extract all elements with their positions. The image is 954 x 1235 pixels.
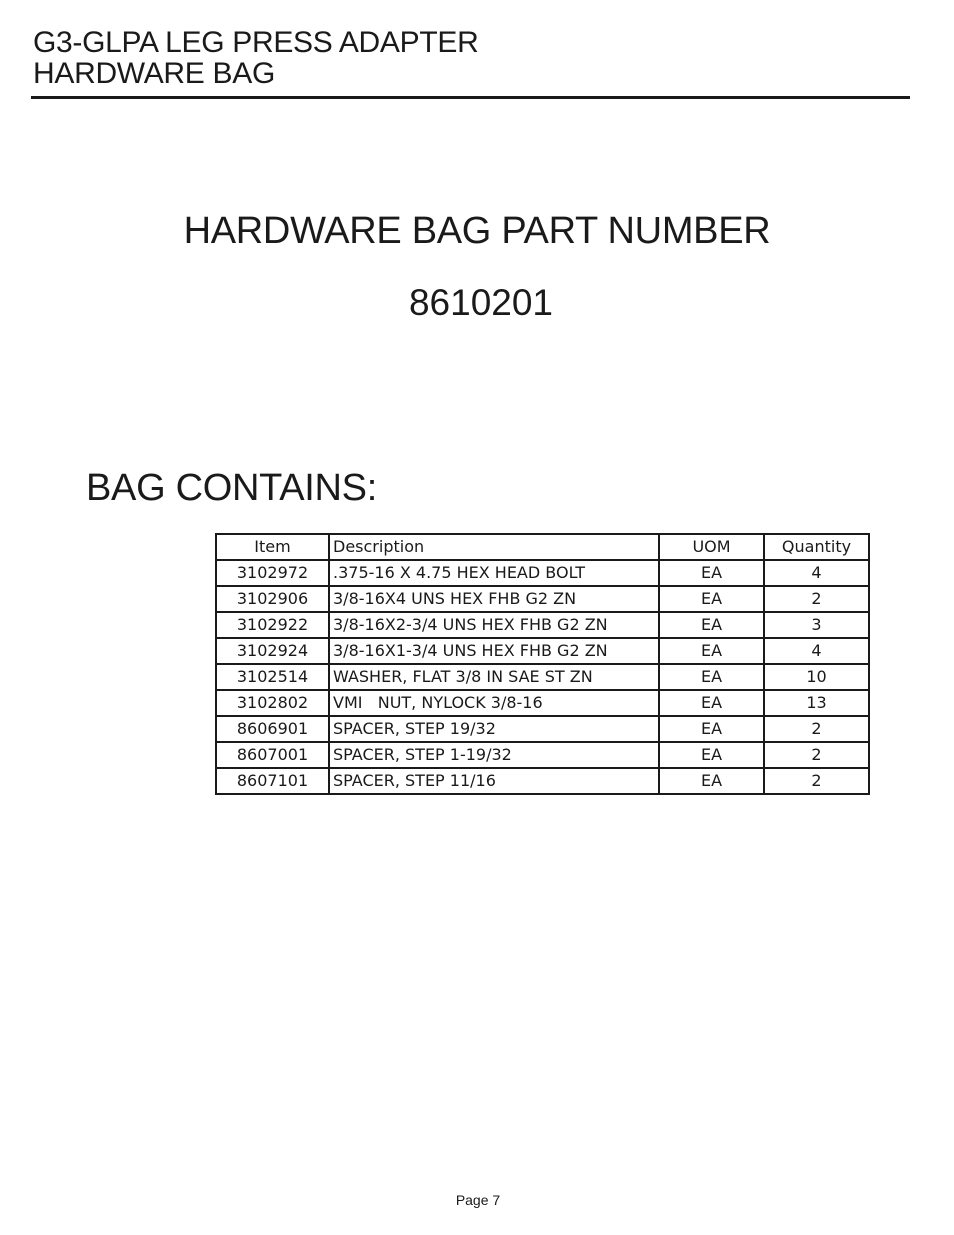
- cell-uom: EA: [659, 638, 764, 664]
- header-divider: [31, 96, 910, 99]
- cell-quantity: 2: [764, 586, 869, 612]
- cell-uom: EA: [659, 768, 764, 794]
- cell-uom: EA: [659, 742, 764, 768]
- cell-uom: EA: [659, 560, 764, 586]
- table-header-row: [216, 534, 869, 560]
- cell-description: 3/8-16X4 UNS HEX FHB G2 ZN: [329, 586, 659, 612]
- parts-table: [215, 533, 870, 795]
- table-row: [216, 664, 869, 690]
- table-row: [216, 560, 869, 586]
- document-title: [33, 27, 478, 89]
- cell-quantity: 2: [764, 768, 869, 794]
- cell-quantity: 2: [764, 742, 869, 768]
- cell-quantity: 10: [764, 664, 869, 690]
- cell-item: 8607001: [216, 742, 329, 768]
- cell-uom: EA: [659, 586, 764, 612]
- cell-description: 3/8-16X1-3/4 UNS HEX FHB G2 ZN: [329, 638, 659, 664]
- cell-item: 3102802: [216, 690, 329, 716]
- cell-uom: EA: [659, 690, 764, 716]
- cell-description: VMI NUT, NYLOCK 3/8-16: [329, 690, 659, 716]
- bag-part-number-heading: HARDWARE BAG PART NUMBER: [183, 210, 771, 252]
- cell-description: 3/8-16X2-3/4 UNS HEX FHB G2 ZN: [329, 612, 659, 638]
- cell-description: SPACER, STEP 11/16: [329, 768, 659, 794]
- bag-part-number: 8610201: [408, 282, 554, 323]
- table-row: [216, 638, 869, 664]
- cell-description: WASHER, FLAT 3/8 IN SAE ST ZN: [329, 664, 659, 690]
- cell-uom: EA: [659, 664, 764, 690]
- column-header-uom: UOM: [659, 534, 764, 560]
- cell-description: SPACER, STEP 19/32: [329, 716, 659, 742]
- column-header-item: Item: [216, 534, 329, 560]
- bag-contains-heading: BAG CONTAINS:: [86, 467, 377, 509]
- cell-item: 3102972: [216, 560, 329, 586]
- cell-uom: EA: [659, 716, 764, 742]
- table-row: [216, 690, 869, 716]
- cell-item: 8606901: [216, 716, 329, 742]
- document-title-line2: HARDWARE BAG: [33, 57, 275, 90]
- cell-item: 3102514: [216, 664, 329, 690]
- table-row: [216, 716, 869, 742]
- document-title-line1: G3-GLPA LEG PRESS ADAPTER: [33, 26, 479, 59]
- cell-description: SPACER, STEP 1-19/32: [329, 742, 659, 768]
- cell-quantity: 2: [764, 716, 869, 742]
- cell-quantity: 4: [764, 560, 869, 586]
- table-row: [216, 742, 869, 768]
- cell-quantity: 13: [764, 690, 869, 716]
- table-row: [216, 586, 869, 612]
- cell-uom: EA: [659, 612, 764, 638]
- table-row: [216, 768, 869, 794]
- cell-item: 3102924: [216, 638, 329, 664]
- cell-item: 8607101: [216, 768, 329, 794]
- cell-item: 3102906: [216, 586, 329, 612]
- cell-quantity: 3: [764, 612, 869, 638]
- cell-description: .375-16 X 4.75 HEX HEAD BOLT: [329, 560, 659, 586]
- cell-quantity: 4: [764, 638, 869, 664]
- column-header-quantity: Quantity: [764, 534, 869, 560]
- column-header-description: Description: [329, 534, 659, 560]
- cell-item: 3102922: [216, 612, 329, 638]
- page-number: Page 7: [455, 1192, 501, 1208]
- table-row: [216, 612, 869, 638]
